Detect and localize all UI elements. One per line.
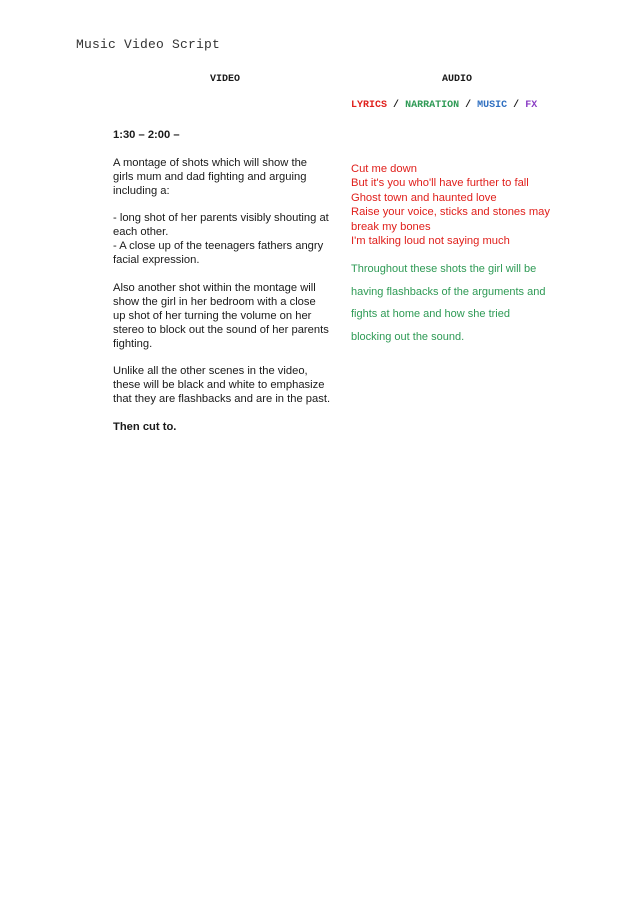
narration-block bbox=[351, 258, 571, 348]
timestamp: 1:30 – 2:00 – bbox=[113, 129, 180, 141]
paragraph-line: that they are flashbacks and are in the past. bbox=[113, 393, 331, 406]
paragraph-line: fighting. bbox=[113, 337, 153, 350]
montage-paragraph bbox=[113, 157, 349, 199]
paragraph-line: up shot of her turning the volume on her bbox=[113, 309, 312, 322]
legend-separator: / bbox=[393, 100, 400, 111]
legend-music: MUSIC bbox=[477, 100, 508, 111]
audio-column-heading: AUDIO bbox=[442, 74, 473, 85]
paragraph-line: facial expression. bbox=[113, 254, 200, 267]
legend-separator: / bbox=[513, 100, 520, 111]
paragraph-line: A montage of shots which will show the bbox=[113, 156, 308, 169]
lyric-line: break my bones bbox=[351, 220, 431, 233]
narration-line: blocking out the sound. bbox=[351, 330, 465, 343]
cut-instruction: Then cut to. bbox=[113, 420, 177, 433]
legend-fx: FX bbox=[525, 100, 538, 111]
audio-column bbox=[351, 162, 571, 348]
video-column-heading: VIDEO bbox=[210, 74, 241, 85]
narration-line: fights at home and how she tried bbox=[351, 308, 510, 321]
paragraph-line: girls mum and dad fighting and arguing bbox=[113, 170, 307, 183]
paragraph-line: Also another shot within the montage will bbox=[113, 281, 316, 294]
lyric-line: But it's you who'll have further to fall bbox=[351, 177, 529, 190]
audio-legend bbox=[351, 100, 537, 111]
narration-line: Throughout these shots the girl will be bbox=[351, 263, 537, 276]
document-title: Music Video Script bbox=[76, 37, 221, 52]
lyric-line: Ghost town and haunted love bbox=[351, 191, 497, 204]
paragraph-line: Unlike all the other scenes in the video, bbox=[113, 365, 308, 378]
lyrics-block bbox=[351, 162, 571, 248]
paragraph-line: each other. bbox=[113, 226, 169, 239]
lyric-line: Raise your voice, sticks and stones may bbox=[351, 206, 550, 219]
legend-narration: NARRATION bbox=[405, 100, 460, 111]
bedroom-paragraph bbox=[113, 282, 349, 352]
narration-line: having flashbacks of the arguments and bbox=[351, 285, 546, 298]
paragraph-line: these will be black and white to emphasize bbox=[113, 379, 325, 392]
lyric-line: Cut me down bbox=[351, 163, 417, 175]
paragraph-line: - long shot of her parents visibly shouting at bbox=[113, 212, 329, 225]
paragraph-line: including a: bbox=[113, 184, 170, 197]
paragraph-line: stereo to block out the sound of her parents bbox=[113, 323, 329, 336]
legend-lyrics: LYRICS bbox=[351, 100, 388, 111]
paragraph-line: - A close up of the teenagers fathers angry bbox=[113, 240, 324, 253]
legend-separator: / bbox=[465, 100, 472, 111]
flashback-paragraph bbox=[113, 365, 349, 407]
shot-list-paragraph bbox=[113, 212, 349, 268]
paragraph-line: show the girl in her bedroom with a close bbox=[113, 295, 316, 308]
lyric-line: I'm talking loud not saying much bbox=[351, 235, 510, 248]
video-column bbox=[113, 129, 349, 435]
